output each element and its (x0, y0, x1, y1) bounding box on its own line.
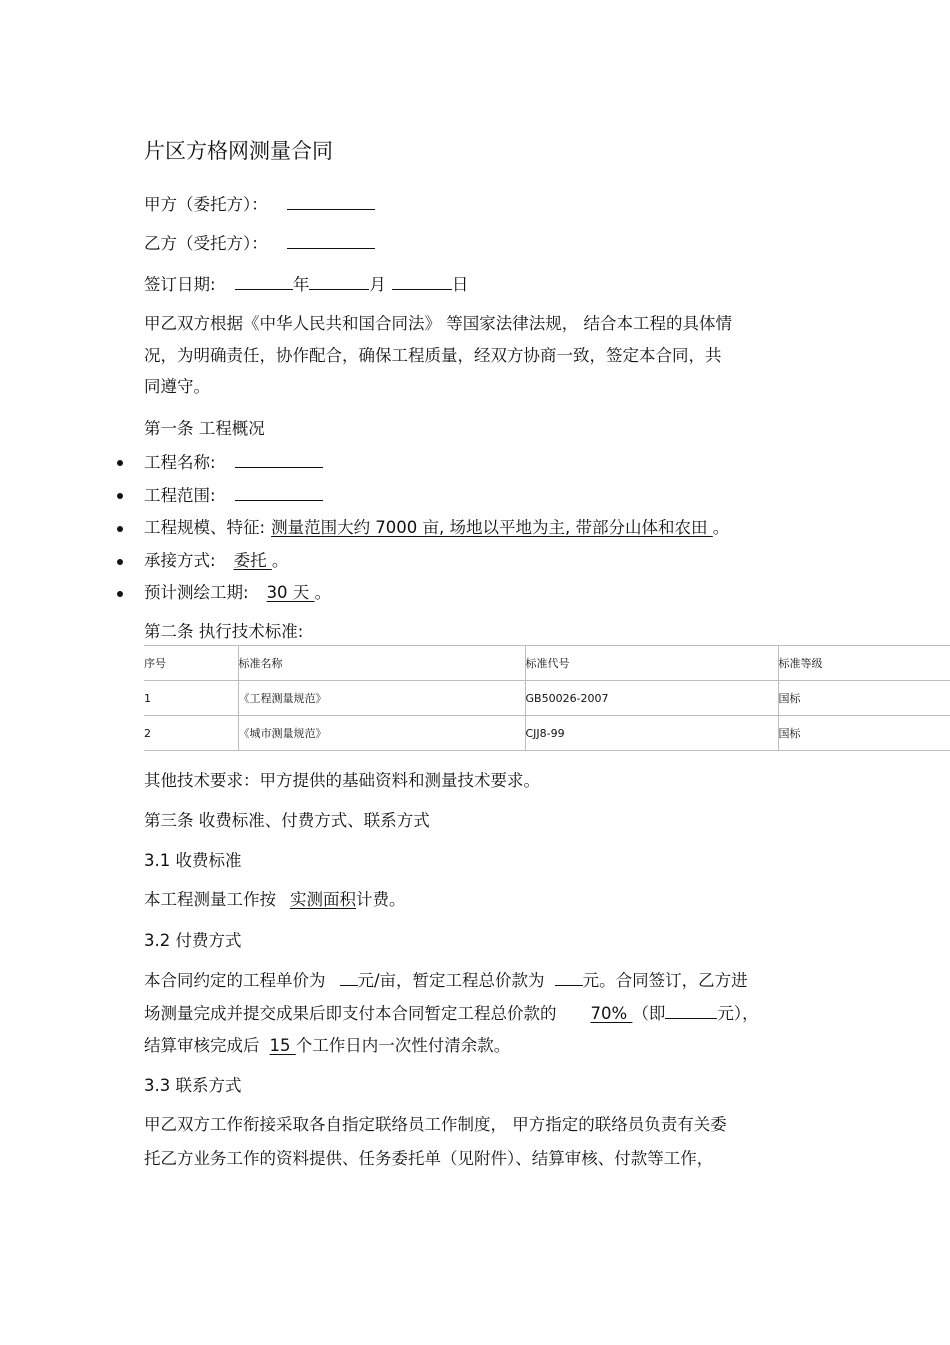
payment-amount-blank (665, 1002, 717, 1019)
row-code-cell: GB50026-2007 (525, 681, 778, 716)
day-blank (392, 273, 452, 290)
year-label: 年 (292, 275, 310, 294)
party-a-label: 甲方（委托方）： (144, 195, 268, 214)
table-row (144, 681, 950, 716)
contract-mode-label: 承接方式: (144, 551, 216, 570)
party-b-line (144, 232, 375, 255)
preamble-line-3: 同遵守。 (144, 377, 210, 396)
payment-line-1-end: 元。合同签订，乙方进 (582, 971, 748, 990)
settlement-days: 15 (269, 1036, 296, 1055)
header-cell-code: 标准代号 (525, 646, 778, 681)
payment-percentage: 70% (590, 1004, 633, 1023)
day-label: 日 (451, 275, 469, 294)
article-2-heading: 第二条 执行技术标准: (144, 622, 304, 641)
row-name-cell: 《城市测量规范》 (238, 716, 525, 751)
payment-stage-text: 场测量完成并提交成果后即支付本合同暂定工程总价款的 (144, 1004, 557, 1023)
project-scope-blank (235, 484, 323, 501)
section-3-1-heading: 3.1 收费标准 (144, 851, 242, 870)
survey-period-end: 。 (314, 583, 332, 602)
preamble-line-1: 甲乙双方根据《中华人民共和国合同法》 等国家法律法规， 结合本工程的具体情 (144, 314, 732, 333)
sign-date-label: 签订日期: (144, 275, 216, 294)
bullet-icon (117, 460, 123, 466)
payment-line-1 (144, 969, 748, 992)
settlement-post: 个工作日内一次性付清余款。 (295, 1036, 511, 1055)
sign-date-line (144, 273, 468, 296)
contact-line-2: 托乙方业务工作的资料提供、任务委托单（见附件）、结算审核、付款等工作， (144, 1149, 714, 1168)
row-level-cell: 国标 (778, 716, 950, 751)
section-3-3-heading: 3.3 联系方式 (144, 1076, 242, 1095)
month-blank (309, 273, 369, 290)
table-row (144, 716, 950, 751)
fee-basis-pre: 本工程测量工作按 (144, 890, 276, 909)
standards-table (144, 645, 950, 751)
project-scope-line (144, 484, 323, 507)
payment-amount-label: （即 (632, 1004, 666, 1023)
header-cell-name: 标准名称 (238, 646, 525, 681)
section-3-2-heading: 3.2 付费方式 (144, 931, 242, 950)
other-requirements: 其他技术要求：甲方提供的基础资料和测量技术要求。 (144, 771, 540, 790)
year-blank (235, 273, 293, 290)
article-3-heading: 第三条 收费标准、付费方式、联系方式 (144, 811, 430, 830)
row-level-cell: 国标 (778, 681, 950, 716)
row-index-cell: 2 (144, 716, 238, 751)
project-scale-label: 工程规模、特征: (144, 518, 266, 537)
month-label: 月 (369, 275, 386, 294)
payment-unit-price-label: 本合同约定的工程单价为 (144, 971, 326, 990)
contract-mode-value: 委托 (233, 551, 272, 570)
contract-mode-line (144, 550, 288, 572)
party-b-blank (287, 232, 375, 249)
party-b-label: 乙方（受托方）： (144, 234, 268, 253)
payment-line-2-end: 元）， (717, 1004, 759, 1023)
row-name-cell: 《工程测量规范》 (238, 681, 525, 716)
contract-mode-end: 。 (271, 551, 289, 570)
project-name-label: 工程名称: (144, 453, 216, 472)
fee-basis-line (144, 889, 406, 911)
row-code-cell: CJJ8-99 (525, 716, 778, 751)
bullet-icon (117, 493, 123, 499)
project-scale-value: 测量范围大约 7000 亩, 场地以平地为主, 带部分山体和农田 (271, 518, 713, 537)
survey-period-line (144, 582, 331, 604)
project-scale-end: 。 (712, 518, 730, 537)
payment-line-2 (144, 1002, 759, 1025)
fee-basis-post: 计费。 (356, 890, 406, 909)
party-a-blank (287, 193, 375, 210)
total-price-blank (555, 969, 583, 986)
preamble-line-2: 况，为明确责任，协作配合，确保工程质量，经双方协商一致，签定本合同，共 (144, 346, 722, 365)
survey-period-value: 30 天 (266, 583, 315, 602)
row-index-cell: 1 (144, 681, 238, 716)
header-cell-index: 序号 (144, 646, 238, 681)
document-title: 片区方格网测量合同 (144, 139, 333, 163)
unit-price-blank (340, 969, 358, 986)
bullet-icon (117, 559, 123, 565)
payment-line-3 (144, 1035, 510, 1057)
contact-line-1: 甲乙双方工作衔接采取各自指定联络员工作制度， 甲方指定的联络员负责有关委 (144, 1115, 727, 1134)
party-a-line (144, 193, 375, 216)
survey-period-label: 预计测绘工期: (144, 583, 249, 602)
payment-total-label: 元/亩，暂定工程总价款为 (357, 971, 545, 990)
header-cell-level: 标准等级 (778, 646, 950, 681)
project-name-line (144, 451, 323, 474)
bullet-icon (117, 591, 123, 597)
project-scope-label: 工程范围: (144, 486, 216, 505)
bullet-icon (117, 526, 123, 532)
project-scale-line (144, 517, 729, 539)
settlement-pre: 结算审核完成后 (144, 1036, 260, 1055)
article-1-heading: 第一条 工程概况 (144, 419, 265, 438)
project-name-blank (235, 451, 323, 468)
table-header-row (144, 646, 950, 681)
fee-basis-value: 实测面积 (290, 890, 356, 909)
